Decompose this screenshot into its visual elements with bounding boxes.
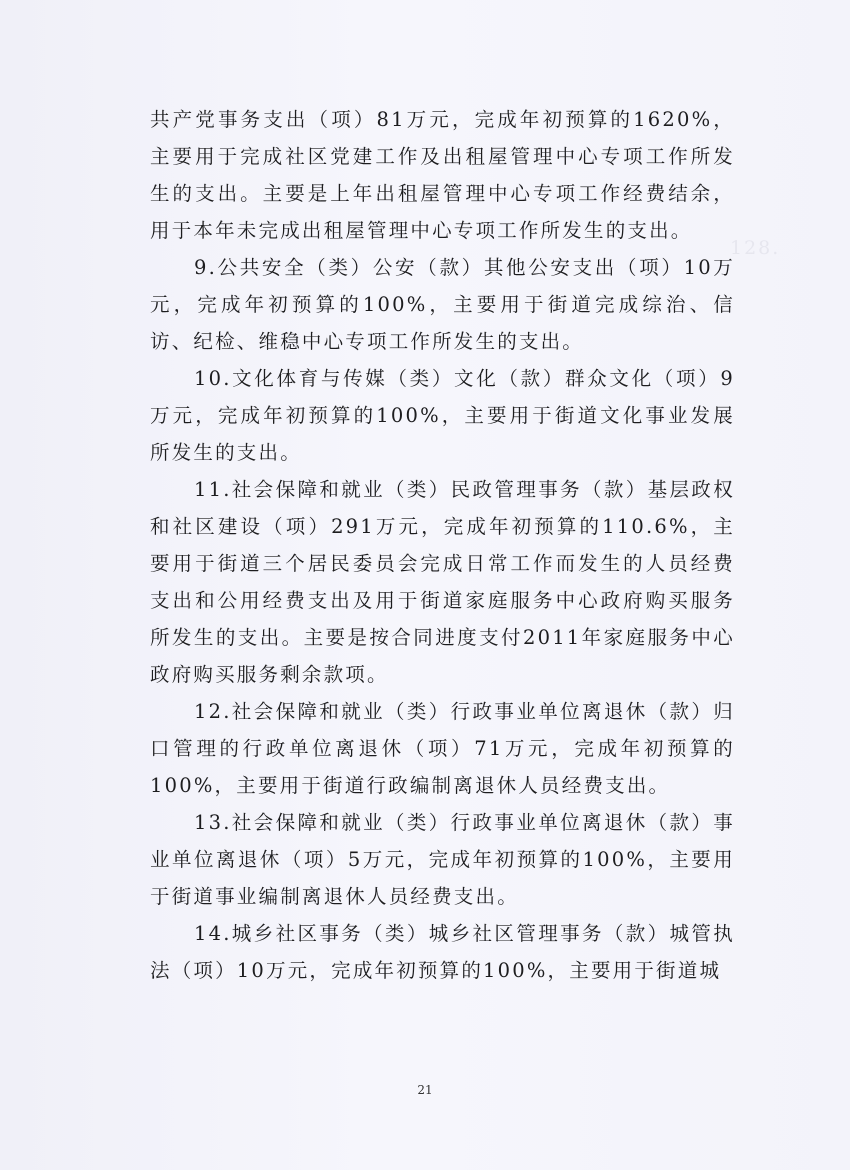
paragraph-7: 14.城乡社区事务（类）城乡社区管理事务（款）城管执法（项）10万元，完成年初预算的100%，主要用于街道城 [150, 922, 735, 982]
paragraph-2: 9.公共安全（类）公安（款）其他公安支出（项）10万元，完成年初预算的100%，主要用于街道完成综治、信访、纪检、维稳中心专项工作所发生的支出。 [150, 256, 735, 353]
page-number: 21 [417, 1083, 433, 1097]
paragraph-3: 10.文化体育与传媒（类）文化（款）群众文化（项）9万元，完成年初预算的100%，主要用于街道文化事业发展所发生的支出。 [150, 367, 735, 464]
paragraph-4: 11.社会保障和就业（类）民政管理事务（款）基层政权和社区建设（项）291万元，完成年初预算的110.6%，主要用于街道三个居民委员会完成日常工作而发生的人员经费支出和公用经费支出及用于街道家庭服务中心政府购买服务所发生的支出。主要是按合同进度支付2011年家庭服务中心政府购买服务剩余款项。 [150, 478, 735, 686]
paragraph-5: 12.社会保障和就业（类）行政事业单位离退休（款）归口管理的行政单位离退休（项）71万元，完成年初预算的100%，主要用于街道行政编制离退休人员经费支出。 [150, 700, 735, 797]
document-body [150, 101, 735, 989]
paragraph-1: 共产党事务支出（项）81万元，完成年初预算的1620%，主要用于完成社区党建工作及出租屋管理中心专项工作所发生的支出。主要是上年出租屋管理中心专项工作经费结余，用于本年未完成出租屋管理中心专项工作所发生的支出。 [150, 108, 735, 242]
paragraph-6: 13.社会保障和就业（类）行政事业单位离退休（款）事业单位离退休（项）5万元，完成年初预算的100%，主要用于街道事业编制离退休人员经费支出。 [150, 811, 735, 908]
show-through-text: 128. [730, 237, 781, 259]
